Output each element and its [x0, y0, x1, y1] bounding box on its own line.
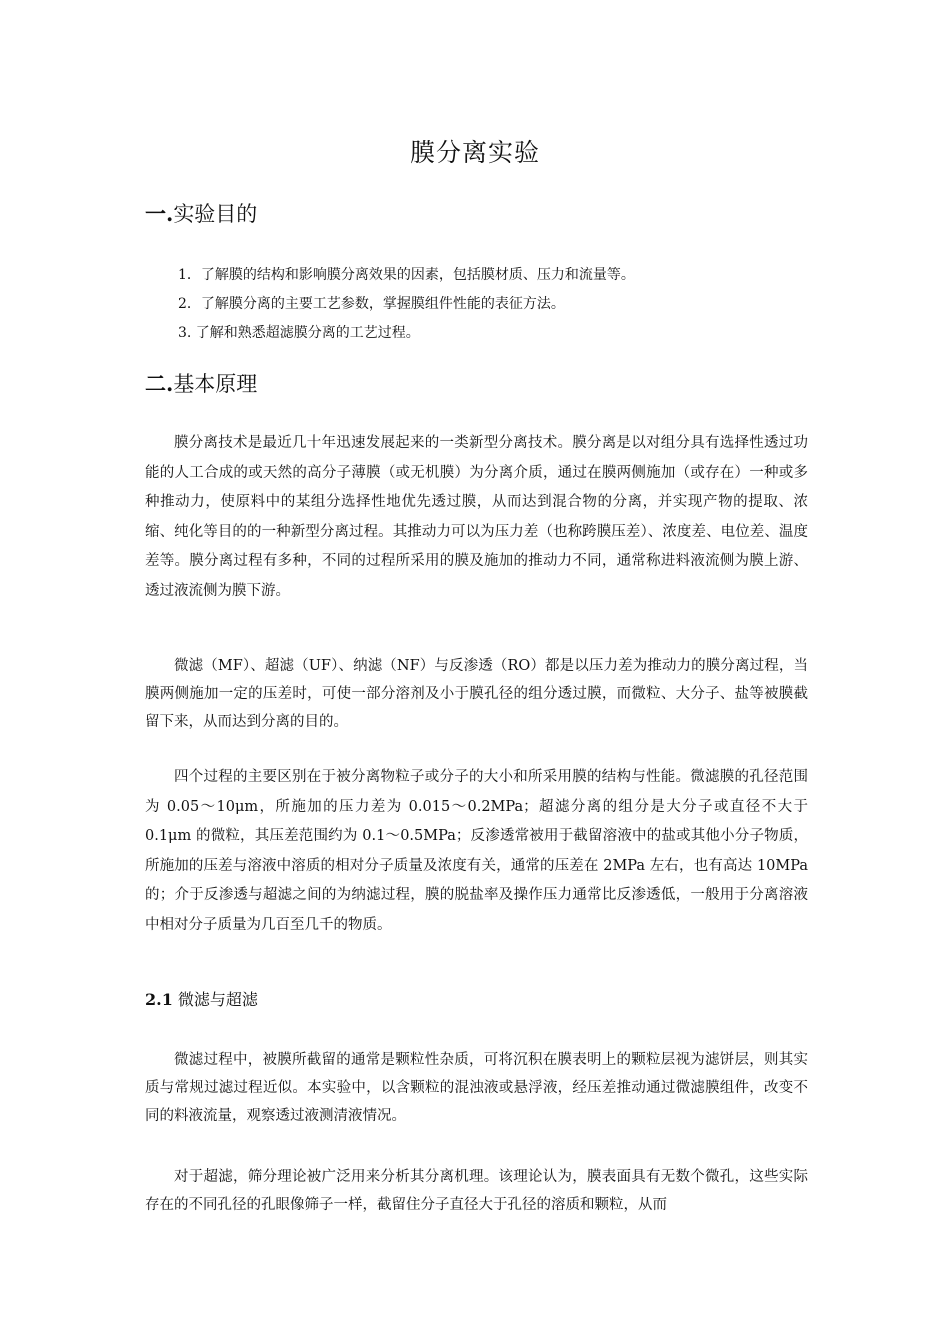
- paragraph: 四个过程的主要区别在于被分离物粒子或分子的大小和所采用膜的结构与性能。微滤膜的孔径范围为 0.05～10μm，所施加的压力差为 0.015～0.2MPa；超滤分离的组分是大分子或直径不大于 0.1μm 的微粒，其压差范围约为 0.1～0.5MPa；反渗透常被用于截留溶液中的盐或其他小分子物质，所施加的压差与溶液中溶质的相对分子质量及浓度有关，通常的压差在 2MPa 左右，也有高达 10MPa 的；介于反渗透与超滤之间的为纳滤过程，膜的脱盐率及操作压力通常比反渗透低，一般用于分离溶液中相对分子质量为几百至几千的物质。: [145, 769, 808, 933]
- list-item: 2．了解膜分离的主要工艺参数，掌握膜组件性能的表征方法。: [178, 296, 565, 312]
- section-number: 一.: [145, 201, 174, 226]
- document-title: 膜分离实验: [409, 138, 540, 167]
- list-item: 1．了解膜的结构和影响膜分离效果的因素，包括膜材质、压力和流量等。: [178, 267, 635, 283]
- section-title: 基本原理: [173, 372, 258, 396]
- section-heading-principle: [145, 368, 257, 400]
- paragraph: 微滤（MF）、超滤（UF）、纳滤（NF）与反渗透（RO）都是以压力差为推动力的膜分离过程，当膜两侧施加一定的压差时，可使一部分溶剂及小于膜孔径的组分透过膜，而微粒、大分子、盐等被膜截留下来，从而达到分离的目的。: [145, 658, 808, 730]
- section-title: 实验目的: [173, 202, 258, 226]
- subsection-heading: [145, 985, 258, 1015]
- section-heading-purpose: [145, 198, 257, 230]
- subsection-number: 2.1: [145, 990, 173, 1009]
- paragraph: 对于超滤，筛分理论被广泛用来分析其分离机理。该理论认为，膜表面具有无数个微孔，这些实际存在的不同孔径的孔眼像筛子一样，截留住分子直径大于孔径的溶质和颗粒，从而: [145, 1169, 808, 1213]
- section-number: 二.: [145, 371, 174, 396]
- paragraph: 膜分离技术是最近几十年迅速发展起来的一类新型分离技术。膜分离是以对组分具有选择性透过功能的人工合成的或天然的高分子薄膜（或无机膜）为分离介质，通过在膜两侧施加（或存在）一种或多种推动力，使原料中的某组分选择性地优先透过膜，从而达到混合物的分离，并实现产物的提取、浓缩、纯化等目的的一种新型分离过程。其推动力可以为压力差（也称跨膜压差）、浓度差、电位差、温度差等。膜分离过程有多种，不同的过程所采用的膜及施加的推动力不同，通常称进料液流侧为膜上游、透过液流侧为膜下游。: [145, 435, 808, 599]
- paragraph: 微滤过程中，被膜所截留的通常是颗粒性杂质，可将沉积在膜表明上的颗粒层视为滤饼层，则其实质与常规过滤过程近似。本实验中，以含颗粒的混浊液或悬浮液，经压差推动通过微滤膜组件，改变不同的料液流量，观察透过液测清液情况。: [145, 1052, 808, 1124]
- subsection-title: 微滤与超滤: [172, 990, 258, 1009]
- purpose-list: [178, 261, 635, 348]
- list-item: 3. 了解和熟悉超滤膜分离的工艺过程。: [178, 325, 420, 341]
